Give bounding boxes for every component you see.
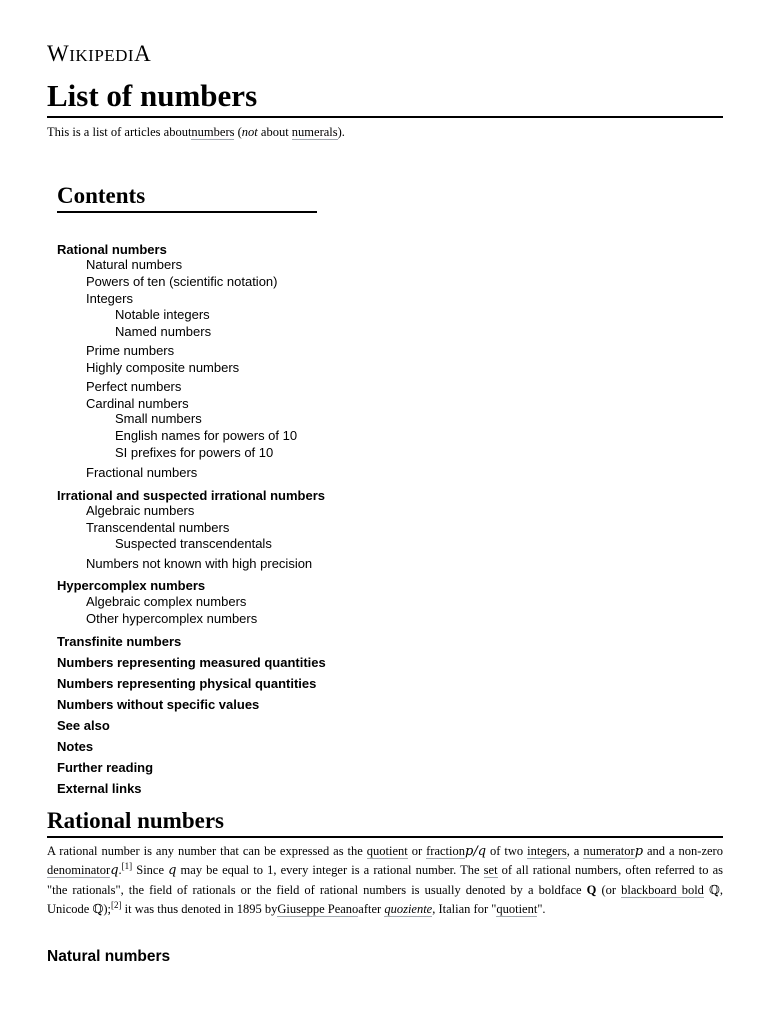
para-text: . [118,863,122,878]
bold-q-symbol: Q [586,882,597,897]
toc-item[interactable]: Suspected transcendentals [115,536,272,551]
blackboard-bold-link[interactable]: blackboard bold [621,882,704,897]
toc-item[interactable]: Powers of ten (scientific notation) [86,274,278,289]
intro-paragraph [47,125,345,140]
section-heading-rational-numbers: Rational numbers [47,806,723,838]
toc-item[interactable]: SI prefixes for powers of 10 [115,445,274,460]
para-text: , Italian for " [432,901,497,916]
numerator-link[interactable]: numerator [583,844,635,858]
para-text: may be equal to 1, every integer is a rational number. The [176,863,484,878]
math-expression: q [110,863,119,879]
quotient-link[interactable]: quotient [366,844,408,858]
math-expression: p [634,844,644,859]
toc-item[interactable]: Numbers representing physical quantities [57,676,317,691]
page-title: List of numbers [47,76,723,118]
toc-item[interactable]: See also [57,718,110,733]
intro-text: This is a list of articles about [47,125,192,139]
toc-item[interactable]: Perfect numbers [86,379,182,394]
toc-item[interactable]: Prime numbers [86,343,175,358]
toc-item[interactable]: Transfinite numbers [57,634,182,649]
section-heading-natural-numbers: Natural numbers [47,948,171,965]
quoziente-text: quoziente [384,901,433,916]
toc-item[interactable]: Cardinal numbers [86,396,189,411]
para-text: , Unicode [47,882,723,916]
giuseppe-peano-link[interactable]: Giuseppe Peano [277,901,359,916]
toc-item[interactable]: Fractional numbers [86,465,198,480]
toc-item[interactable]: Small numbers [115,411,202,426]
para-text: and a non-zero [643,844,723,858]
toc-item[interactable]: Irrational and suspected irrational numbers [57,488,326,503]
integers-link[interactable]: integers [527,844,567,858]
toc-item[interactable]: Algebraic numbers [86,503,195,518]
rational-numbers-paragraph [47,842,723,919]
toc-item[interactable]: Algebraic complex numbers [86,594,247,609]
toc-item[interactable]: Highly composite numbers [86,360,240,375]
para-text: of all rational numbers, often referred to as "the rationals", the field of rationals or the field of rational numbers is usually denoted by a boldface [47,863,723,897]
para-text: ); [103,901,112,916]
toc-item[interactable]: Further reading [57,760,154,775]
toc-item[interactable]: Other hypercomplex numbers [86,611,258,626]
para-text: it was thus denoted in 1895 by [121,901,278,916]
quotient-link-2[interactable]: quotient [496,901,538,916]
intro-text: ). [337,125,345,139]
numbers-link[interactable]: numbers [191,125,235,139]
blackboard-q-symbol: ℚ [708,882,720,897]
denominator-link[interactable]: denominator [47,863,111,878]
toc-item[interactable]: Numbers not known with high precision [86,556,313,571]
numerals-link[interactable]: numerals [291,125,338,139]
para-text: , a [566,844,584,858]
toc-item[interactable]: Integers [86,291,133,306]
toc-item[interactable]: Natural numbers [86,257,183,272]
toc-item[interactable]: Numbers without specific values [57,697,260,712]
para-text: Since [132,863,169,878]
logo-letters: IKIPEDI [69,46,135,65]
para-text: ". [537,901,546,916]
para-text: or [407,844,427,858]
para-text: after [358,901,385,916]
para-text: (or [596,882,622,897]
toc-item[interactable]: Transcendental numbers [86,520,230,535]
unicode-q-symbol: ℚ [92,901,104,916]
toc-item[interactable]: Notable integers [115,307,210,322]
toc-title: Contents [57,182,317,213]
table-of-contents [57,182,457,796]
para-text: of two [486,844,528,858]
quoziente-link[interactable] [384,902,432,917]
toc-item[interactable]: English names for powers of 10 [115,428,298,443]
toc-item[interactable]: Rational numbers [57,242,167,257]
fraction-link[interactable]: fraction [426,844,465,858]
intro-emphasis: not [241,125,258,139]
intro-text: about [257,125,292,139]
toc-item[interactable]: Named numbers [115,324,212,339]
intro-text: ( [234,125,242,139]
reference-1[interactable]: [1] [121,861,133,872]
toc-item[interactable]: External links [57,781,142,796]
set-link[interactable]: set [483,863,498,878]
logo-letter: A [134,41,152,66]
logo-letter: W [47,41,70,66]
para-text: A rational number is any number that can be expressed as the [47,844,367,858]
math-expression: p/q [465,844,487,859]
reference-2[interactable]: [2] [111,899,122,910]
toc-item[interactable]: Numbers representing measured quantities [57,655,326,670]
toc-item[interactable]: Hypercomplex numbers [57,578,206,593]
wikipedia-logo[interactable] [47,41,151,67]
math-expression: q [168,863,177,879]
toc-item[interactable]: Notes [57,739,94,754]
